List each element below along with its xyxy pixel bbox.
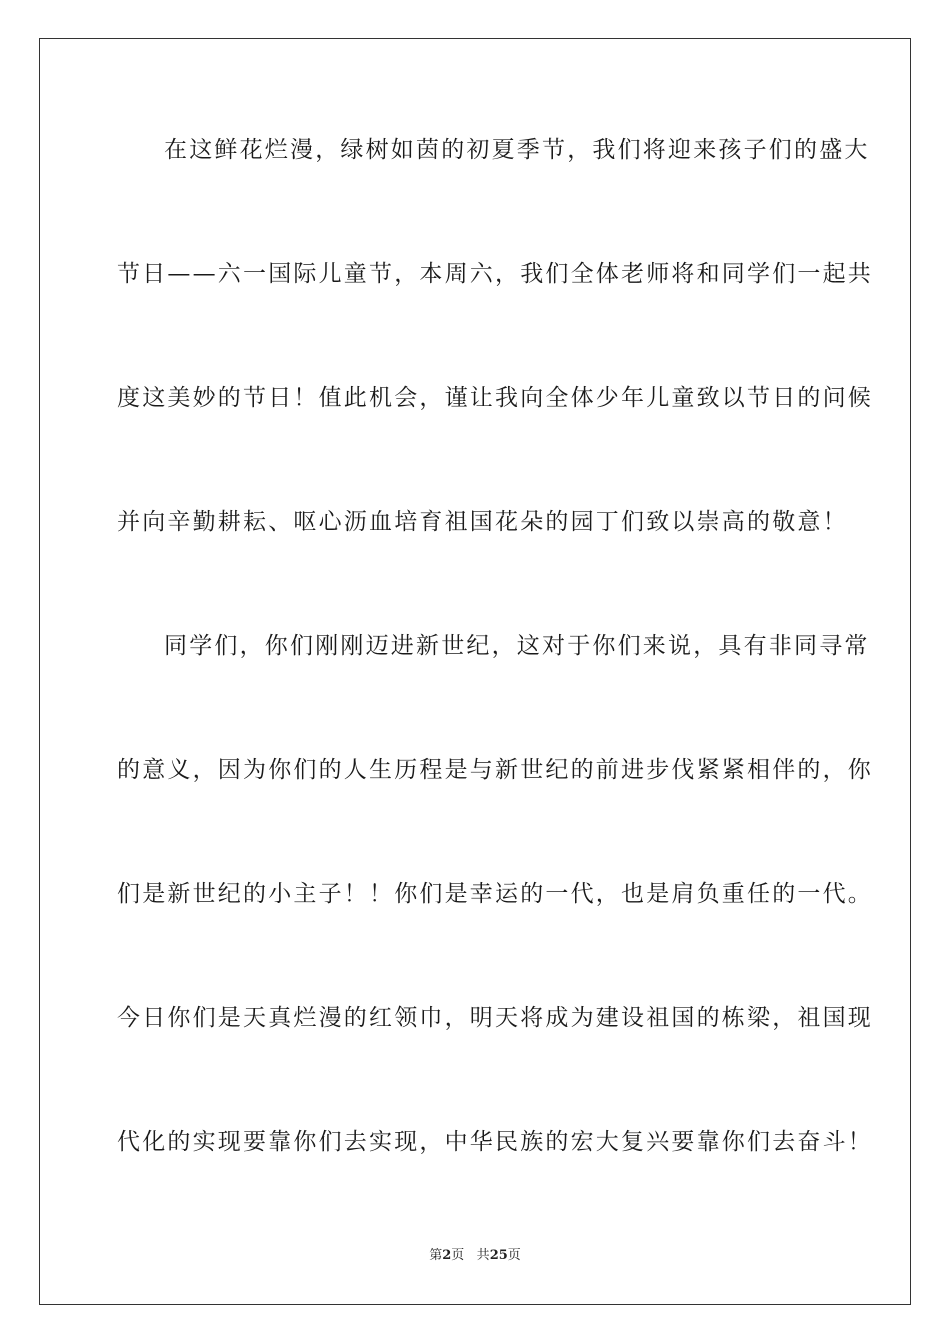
paragraph-1-line-4: 并向辛勤耕耘、呕心沥血培育祖国花朵的园丁们致以崇高的敬意！ bbox=[117, 509, 848, 535]
page-number: 2 bbox=[442, 1248, 452, 1263]
paragraph-1-line-3: 度这美妙的节日！值此机会，谨让我向全体少年儿童致以节日的问候 bbox=[117, 385, 873, 411]
total-pages: 25 bbox=[489, 1248, 508, 1263]
paragraph-2-line-2: 的意义，因为你们的人生历程是与新世纪的前进步伐紧紧相伴的，你 bbox=[117, 757, 873, 783]
page-border bbox=[39, 38, 911, 1305]
paragraph-1-line-1: 在这鲜花烂漫，绿树如茵的初夏季节，我们将迎来孩子们的盛大 bbox=[164, 137, 870, 163]
total-prefix: 共 bbox=[476, 1248, 490, 1263]
paragraph-2-line-4: 今日你们是天真烂漫的红领巾，明天将成为建设祖国的栋梁，祖国现 bbox=[117, 1005, 873, 1031]
page-footer bbox=[0, 1247, 950, 1265]
page-prefix: 第 bbox=[429, 1248, 443, 1263]
paragraph-1-line-2: 节日——六一国际儿童节，本周六，我们全体老师将和同学们一起共 bbox=[117, 261, 873, 287]
total-suffix: 页 bbox=[507, 1248, 521, 1263]
page-suffix: 页 bbox=[451, 1248, 465, 1263]
paragraph-2-line-1: 同学们，你们刚刚迈进新世纪，这对于你们来说，具有非同寻常 bbox=[164, 633, 870, 659]
paragraph-2-line-3: 们是新世纪的小主子！！你们是幸运的一代，也是肩负重任的一代。 bbox=[117, 881, 873, 907]
paragraph-2-line-5: 代化的实现要靠你们去实现，中华民族的宏大复兴要靠你们去奋斗！ bbox=[117, 1129, 873, 1155]
